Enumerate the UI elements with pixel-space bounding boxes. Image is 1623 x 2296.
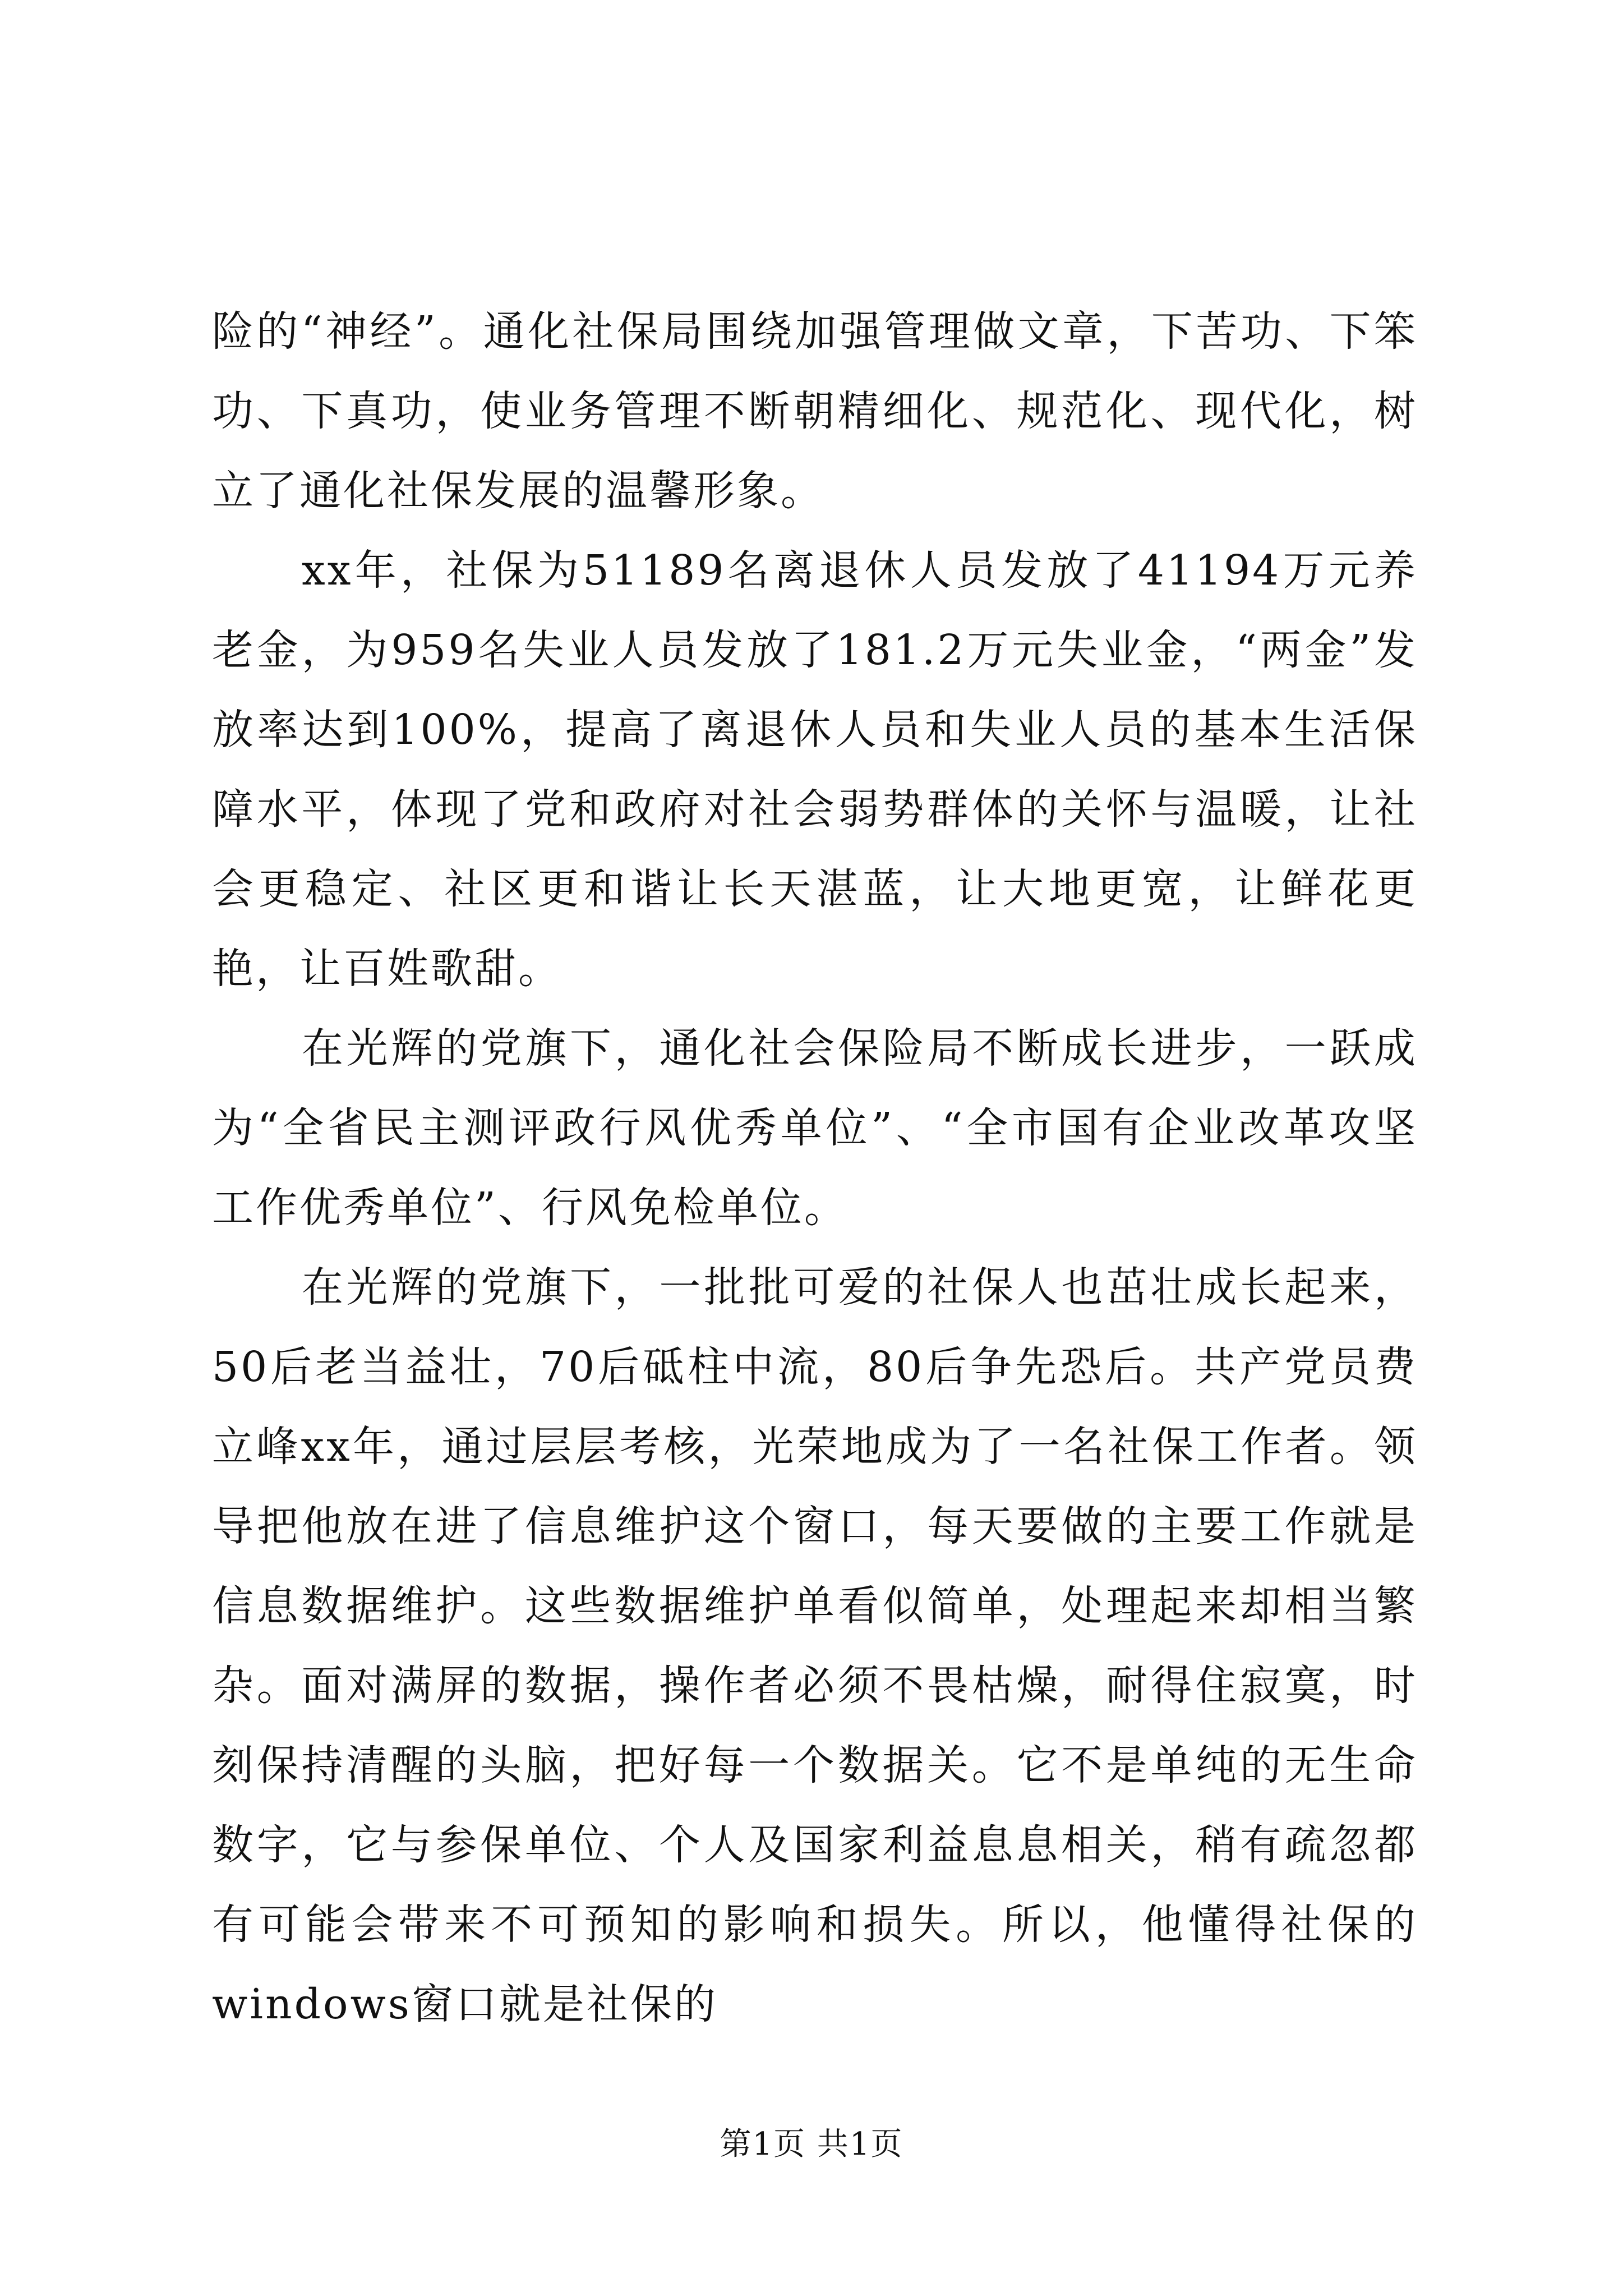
paragraph-4: 在光辉的党旗下，一批批可爱的社保人也茁壮成长起来，50后老当益壮，70后砥柱中流，80后争先恐后。共产党员费立峰xx年，通过层层考核，光荣地成为了一名社保工作者。领导把他放在进了信息维护这个窗口，每天要做的主要工作就是信息数据维护。这些数据维护单看似简单，处理起来却相当繁杂。面对满屏的数据，操作者必须不畏枯燥，耐得住寂寞，时刻保持清醒的头脑，把好每一个数据关。它不是单纯的无生命数字，它与参保单位、个人及国家利益息息相关，稍有疏忽都有可能会带来不可预知的影响和损失。所以，他懂得社保的windows窗口就是社保的 [212, 1263, 1418, 2028]
document-body [212, 292, 1418, 2044]
page-footer: 第1页 共1页 [720, 2126, 903, 2162]
paragraph-2: xx年，社保为51189名离退休人员发放了41194万元养老金，为959名失业人员发放了181.2万元失业金，“两金”发放率达到100%，提高了离退休人员和失业人员的基本生活保障水平，体现了党和政府对社会弱势群体的关怀与温暖，让社会更稳定、社区更和谐让长天湛蓝，让大地更宽，让鲜花更艳，让百姓歌甜。 [212, 546, 1418, 993]
paragraph-1: 险的“神经”。通化社保局围绕加强管理做文章，下苦功、下笨功、下真功，使业务管理不断朝精细化、规范化、现代化，树立了通化社保发展的温馨形象。 [212, 307, 1418, 515]
paragraph-3: 在光辉的党旗下，通化社会保险局不断成长进步，一跃成为“全省民主测评政行风优秀单位”、“全市国有企业改革攻坚工作优秀单位”、行风免检单位。 [212, 1024, 1418, 1232]
